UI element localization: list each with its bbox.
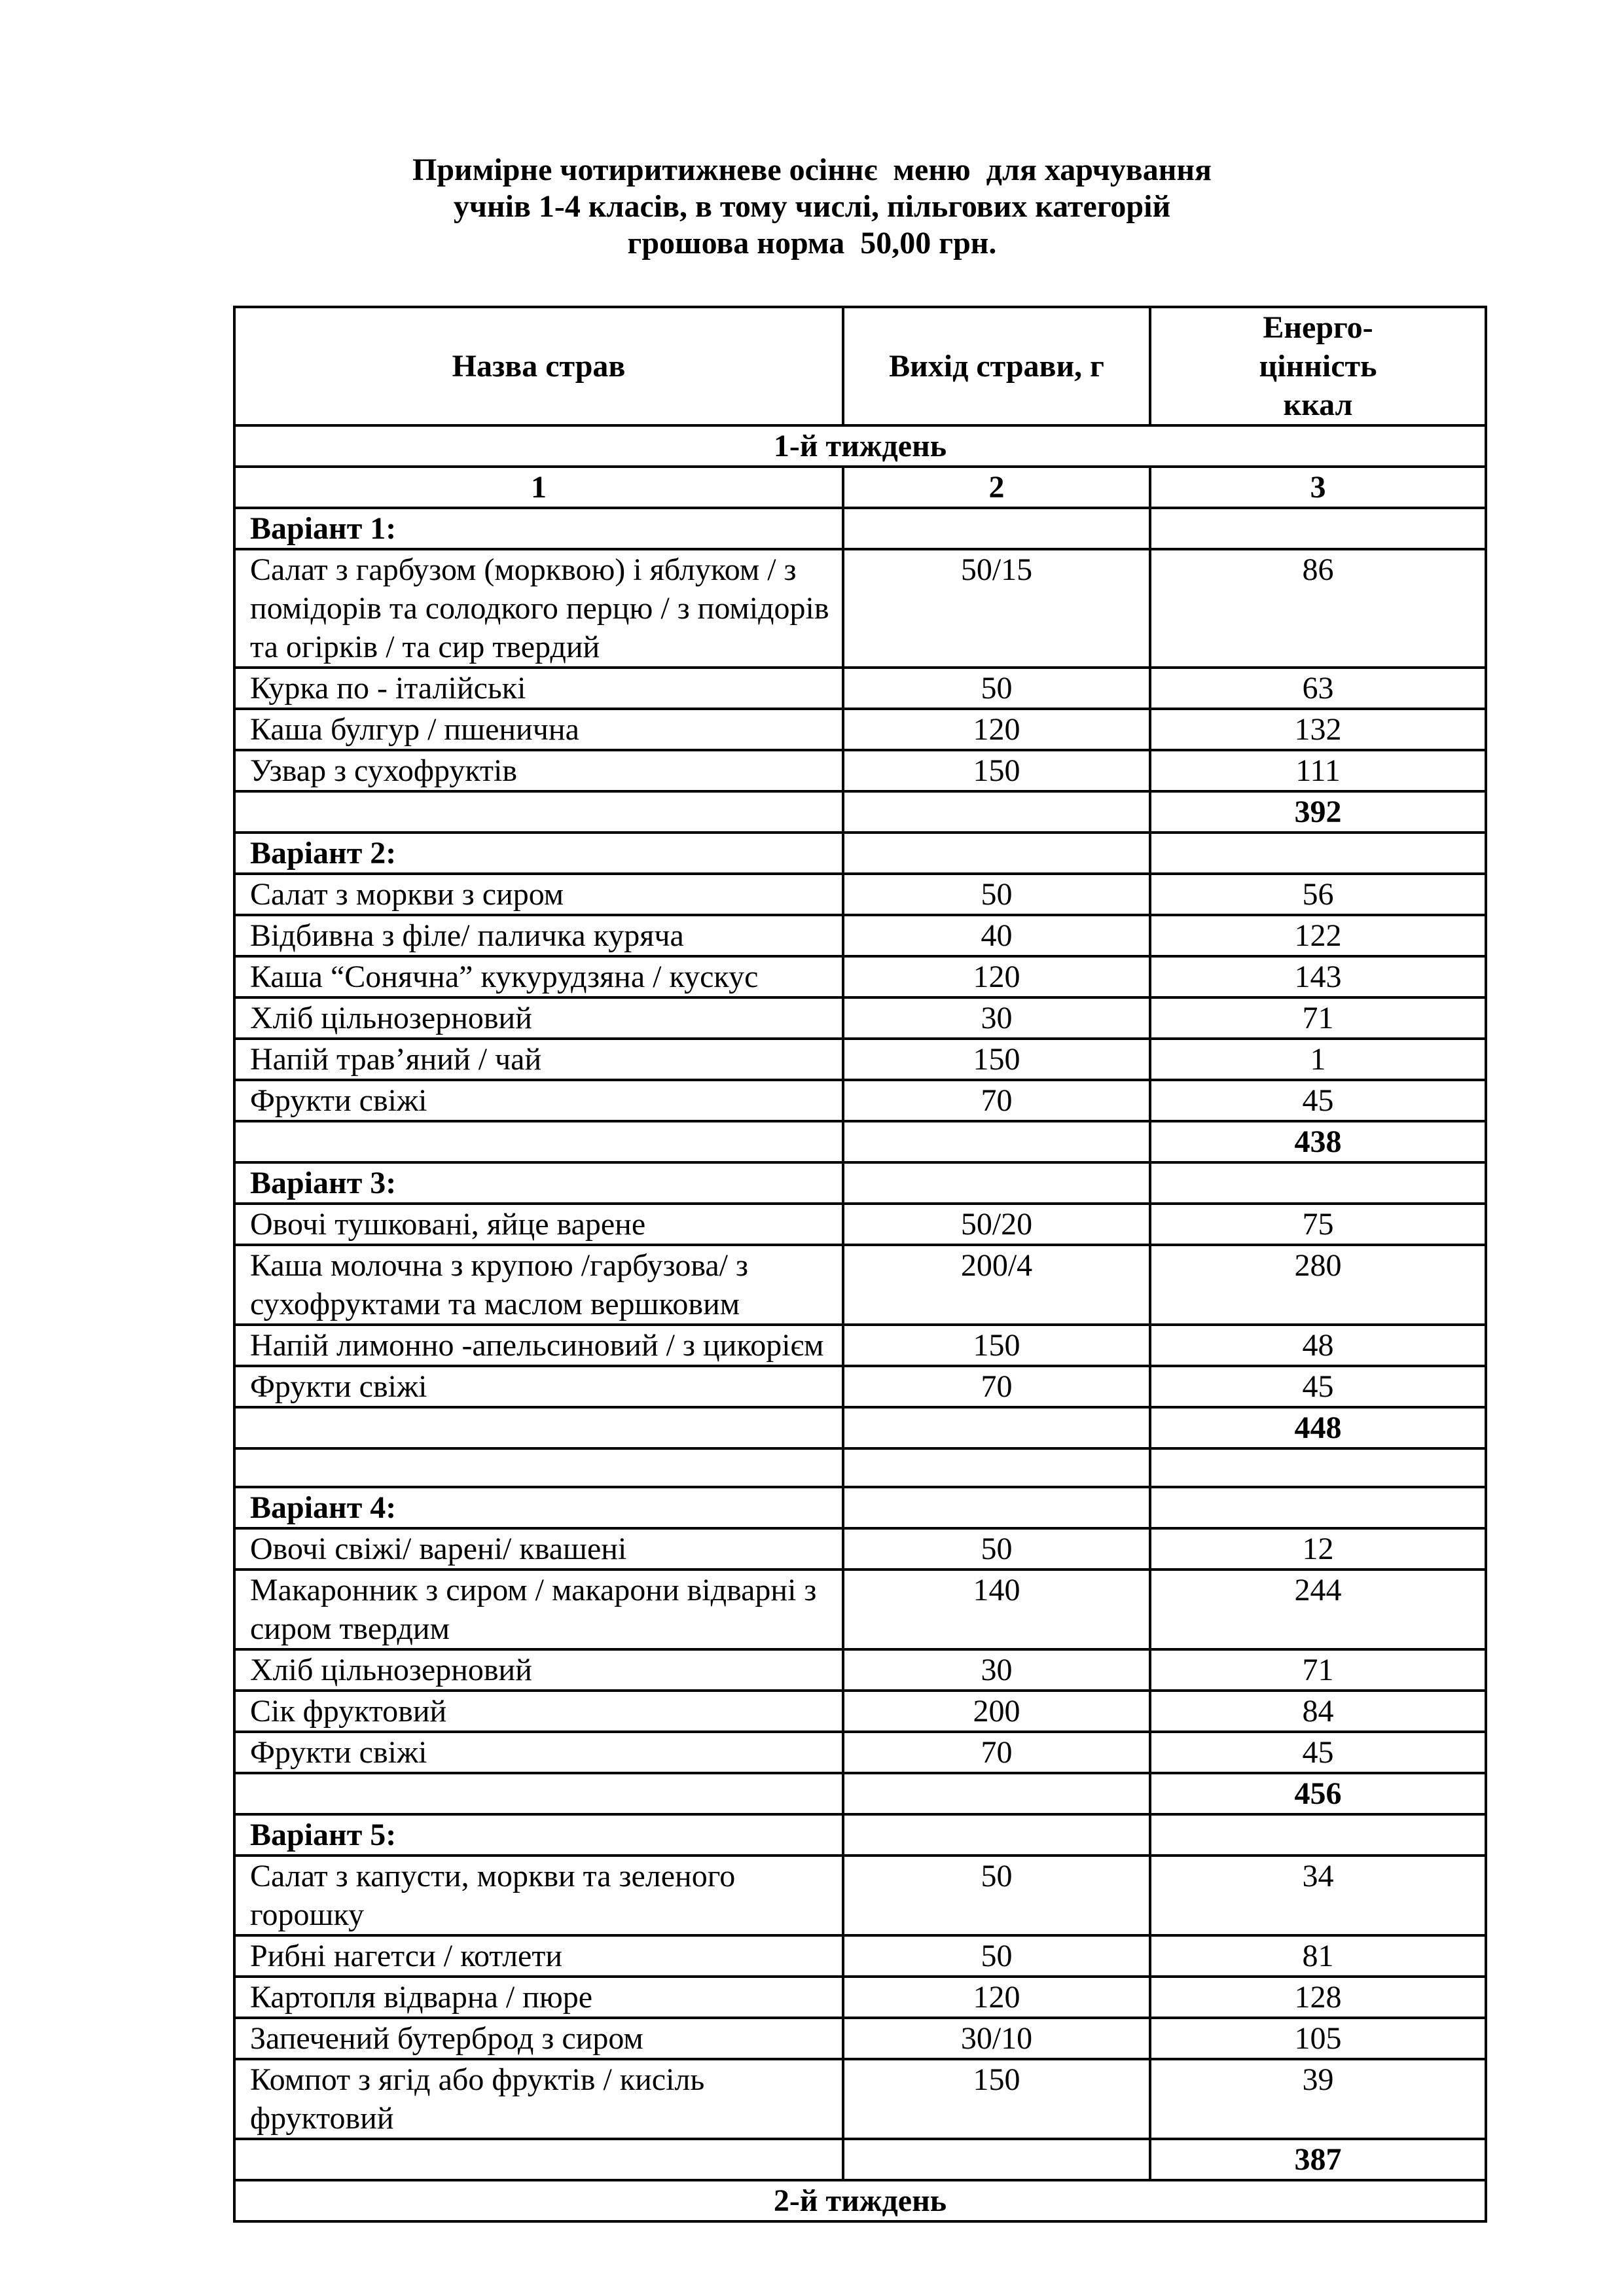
dish-name: Відбивна з філе/ паличка куряча	[234, 915, 843, 956]
dish-yield: 70	[843, 1080, 1150, 1121]
empty-cell	[234, 1121, 843, 1162]
table-row	[234, 1204, 1486, 1245]
table-row	[234, 1245, 1486, 1325]
dish-yield: 70	[843, 1366, 1150, 1407]
dish-kcal: 122	[1150, 915, 1486, 956]
variant-label: Варіант 1:	[234, 508, 843, 549]
variant-total-kcal: 448	[1150, 1407, 1486, 1448]
dish-name: Курка по - італійські	[234, 668, 843, 709]
dish-kcal: 71	[1150, 1649, 1486, 1691]
variant-total-kcal: 392	[1150, 791, 1486, 833]
variant-header-row	[234, 1814, 1486, 1856]
dish-yield: 50	[843, 1856, 1150, 1935]
dish-kcal: 81	[1150, 1935, 1486, 1977]
variant-label: Варіант 4:	[234, 1487, 843, 1528]
empty-cell	[843, 1162, 1150, 1204]
dish-yield: 50	[843, 1935, 1150, 1977]
dish-yield: 120	[843, 1977, 1150, 2018]
dish-yield: 150	[843, 1325, 1150, 1366]
dish-kcal: 71	[1150, 997, 1486, 1039]
variant-header-row	[234, 833, 1486, 874]
variant-total-kcal: 438	[1150, 1121, 1486, 1162]
table-row	[234, 1935, 1486, 1977]
header-energy	[1150, 307, 1486, 425]
document-title	[0, 152, 1624, 262]
title-line-1: Примірне чотиритижневе осіннє меню для харчування	[412, 152, 1212, 187]
table-row	[234, 1528, 1486, 1570]
dish-name: Салат з моркви з сиром	[234, 874, 843, 915]
dish-name: Сік фруктовий	[234, 1691, 843, 1732]
dish-name: Макаронник з сиром / макарони відварні з сиром твердим	[234, 1570, 843, 1649]
dish-kcal: 12	[1150, 1528, 1486, 1570]
variant-total-row	[234, 1407, 1486, 1448]
variant-total-row	[234, 1121, 1486, 1162]
table-row	[234, 956, 1486, 997]
dish-name: Хліб цільнозерновий	[234, 1649, 843, 1691]
dish-name: Овочі тушковані, яйце варене	[234, 1204, 843, 1245]
variant-total-row	[234, 1773, 1486, 1814]
variant-header-row	[234, 1487, 1486, 1528]
week-1-label: 1-й тиждень	[234, 425, 1486, 467]
table-row	[234, 709, 1486, 750]
header-yield: Вихід страви, г	[843, 307, 1150, 425]
dish-name: Узвар з сухофруктів	[234, 750, 843, 791]
column-numbers-row	[234, 467, 1486, 508]
variant-total-kcal: 456	[1150, 1773, 1486, 1814]
empty-cell	[843, 833, 1150, 874]
dish-name: Овочі свіжі/ варені/ квашені	[234, 1528, 843, 1570]
empty-cell	[843, 1773, 1150, 1814]
dish-kcal: 45	[1150, 1366, 1486, 1407]
dish-yield: 50/15	[843, 549, 1150, 668]
table-row	[234, 2059, 1486, 2139]
dish-kcal: 244	[1150, 1570, 1486, 1649]
dish-name: Напій лимонно -апельсиновий / з цикорієм	[234, 1325, 843, 1366]
table-row	[234, 1325, 1486, 1366]
table-row	[234, 1570, 1486, 1649]
dish-yield: 120	[843, 956, 1150, 997]
empty-cell	[1150, 1448, 1486, 1487]
empty-cell	[843, 2139, 1150, 2180]
dish-kcal: 280	[1150, 1245, 1486, 1325]
column-number-1: 1	[234, 467, 843, 508]
dish-yield: 150	[843, 750, 1150, 791]
week-2-row	[234, 2180, 1486, 2221]
empty-cell	[843, 1487, 1150, 1528]
dish-yield: 150	[843, 1039, 1150, 1080]
empty-cell	[843, 1448, 1150, 1487]
dish-name: Картопля відварна / пюре	[234, 1977, 843, 2018]
empty-cell	[1150, 1162, 1486, 1204]
dish-yield: 50	[843, 1528, 1150, 1570]
dish-kcal: 111	[1150, 750, 1486, 791]
title-line-3: грошова норма 50,00 грн.	[627, 226, 997, 260]
dish-yield: 150	[843, 2059, 1150, 2139]
variant-label: Варіант 5:	[234, 1814, 843, 1856]
empty-cell	[234, 1448, 843, 1487]
dish-kcal: 132	[1150, 709, 1486, 750]
empty-cell	[1150, 1487, 1486, 1528]
empty-cell	[843, 1407, 1150, 1448]
dish-yield: 40	[843, 915, 1150, 956]
dish-name: Салат з капусти, моркви та зеленого горошку	[234, 1856, 843, 1935]
dish-name: Фрукти свіжі	[234, 1366, 843, 1407]
dish-kcal: 48	[1150, 1325, 1486, 1366]
dish-yield: 30/10	[843, 2018, 1150, 2059]
dish-yield: 30	[843, 1649, 1150, 1691]
dish-kcal: 105	[1150, 2018, 1486, 2059]
dish-kcal: 128	[1150, 1977, 1486, 2018]
empty-cell	[234, 1773, 843, 1814]
table-row	[234, 1691, 1486, 1732]
variant-total-row	[234, 2139, 1486, 2180]
dish-name: Хліб цільнозерновий	[234, 997, 843, 1039]
variant-label: Варіант 2:	[234, 833, 843, 874]
dish-name: Каша булгур / пшенична	[234, 709, 843, 750]
header-energy-line-1: Енерго-	[1263, 310, 1373, 345]
variant-header-row	[234, 508, 1486, 549]
table-row	[234, 1977, 1486, 2018]
table-row	[234, 997, 1486, 1039]
header-energy-line-3: ккал	[1283, 387, 1353, 422]
dish-kcal: 56	[1150, 874, 1486, 915]
dish-kcal: 34	[1150, 1856, 1486, 1935]
dish-yield: 200/4	[843, 1245, 1150, 1325]
empty-cell	[843, 1814, 1150, 1856]
dish-name: Фрукти свіжі	[234, 1732, 843, 1773]
empty-cell	[1150, 1814, 1486, 1856]
table-row	[234, 750, 1486, 791]
column-number-3: 3	[1150, 467, 1486, 508]
header-dish-name: Назва страв	[234, 307, 843, 425]
week-2-label: 2-й тиждень	[234, 2180, 1486, 2221]
dish-kcal: 45	[1150, 1732, 1486, 1773]
empty-cell	[843, 791, 1150, 833]
title-line-2: учнів 1-4 класів, в тому числі, пільгових категорій	[453, 189, 1171, 224]
dish-name: Каша “Сонячна” кукурудзяна / кускус	[234, 956, 843, 997]
dish-name: Салат з гарбузом (морквою) і яблуком / з помідорів та солодкого перцю / з помідорів та огірків / та сир твердий	[234, 549, 843, 668]
empty-cell	[843, 508, 1150, 549]
variant-total-kcal: 387	[1150, 2139, 1486, 2180]
week-1-row	[234, 425, 1486, 467]
dish-yield: 140	[843, 1570, 1150, 1649]
dish-kcal: 86	[1150, 549, 1486, 668]
table-row	[234, 549, 1486, 668]
header-energy-line-2: цінність	[1259, 349, 1377, 384]
dish-name: Запечений бутерброд з сиром	[234, 2018, 843, 2059]
dish-name: Напій трав’яний / чай	[234, 1039, 843, 1080]
dish-yield: 50/20	[843, 1204, 1150, 1245]
dish-name: Каша молочна з крупою /гарбузова/ з сухофруктами та маслом вершковим	[234, 1245, 843, 1325]
table-row	[234, 1080, 1486, 1121]
table-row	[234, 1039, 1486, 1080]
dish-yield: 50	[843, 874, 1150, 915]
variant-header-row	[234, 1162, 1486, 1204]
dish-name: Компот з ягід або фруктів / кисіль фруктовий	[234, 2059, 843, 2139]
column-number-2: 2	[843, 467, 1150, 508]
dish-yield: 30	[843, 997, 1150, 1039]
variant-label: Варіант 3:	[234, 1162, 843, 1204]
dish-kcal: 143	[1150, 956, 1486, 997]
table-header-row	[234, 307, 1486, 425]
table-row	[234, 1649, 1486, 1691]
table-row	[234, 1366, 1486, 1407]
empty-cell	[234, 2139, 843, 2180]
empty-cell	[234, 791, 843, 833]
empty-row	[234, 1448, 1486, 1487]
variant-total-row	[234, 791, 1486, 833]
menu-table	[233, 306, 1487, 2223]
table-row	[234, 1856, 1486, 1935]
table-row	[234, 1732, 1486, 1773]
dish-yield: 50	[843, 668, 1150, 709]
dish-kcal: 1	[1150, 1039, 1486, 1080]
empty-cell	[234, 1407, 843, 1448]
table-row	[234, 2018, 1486, 2059]
dish-name: Фрукти свіжі	[234, 1080, 843, 1121]
dish-kcal: 63	[1150, 668, 1486, 709]
dish-kcal: 84	[1150, 1691, 1486, 1732]
table-row	[234, 668, 1486, 709]
dish-kcal: 75	[1150, 1204, 1486, 1245]
variants-body	[234, 508, 1486, 2180]
table-row	[234, 874, 1486, 915]
table-row	[234, 915, 1486, 956]
dish-name: Рибні нагетси / котлети	[234, 1935, 843, 1977]
empty-cell	[1150, 508, 1486, 549]
dish-kcal: 45	[1150, 1080, 1486, 1121]
dish-kcal: 39	[1150, 2059, 1486, 2139]
dish-yield: 120	[843, 709, 1150, 750]
empty-cell	[1150, 833, 1486, 874]
empty-cell	[843, 1121, 1150, 1162]
dish-yield: 70	[843, 1732, 1150, 1773]
dish-yield: 200	[843, 1691, 1150, 1732]
